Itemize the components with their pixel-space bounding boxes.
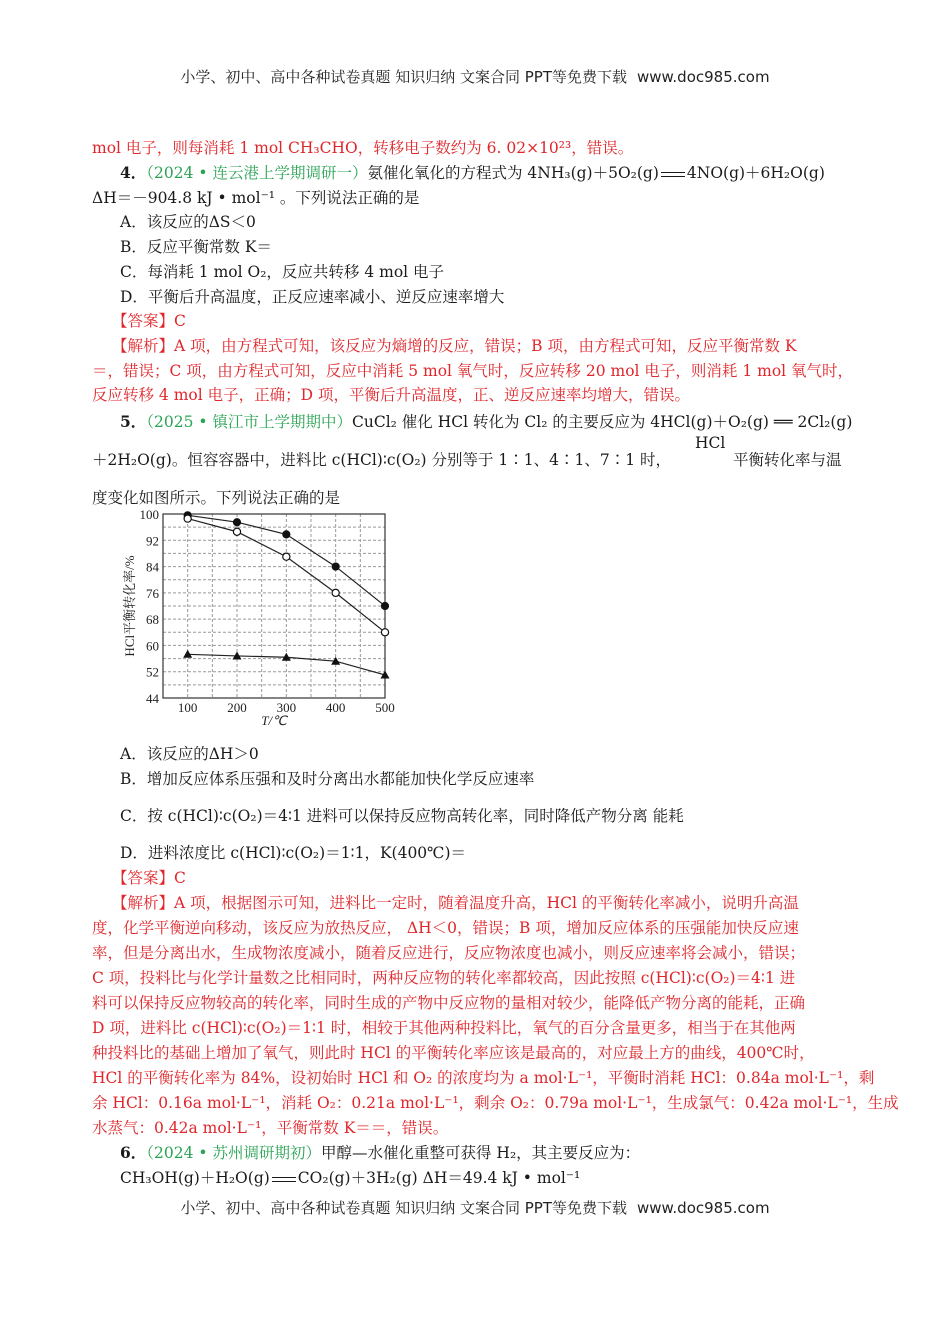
q4-stem-line-1 [120,163,890,183]
q4-analysis-line-2: ＝，错误；C 项，由方程式可知，反应中消耗 5 mol 氧气时，反应转移 20 mol 电子，则消耗 1 mol 氧气时， [92,362,854,380]
q4-stem-post: 4NO(g)＋6H₂O(g) [686,164,825,182]
q4-option-c: C．每消耗 1 mol O₂，反应共转移 4 mol 电子 [120,263,445,281]
q5-stem-text: CuCl₂ 催化 HCl 转化为 Cl₂ 的主要反应为 4HCl(g)＋O₂(g) ══ 2Cl₂(g) [352,413,853,431]
x-tick-label: 100 [177,700,198,715]
q5-option-d: D．进料浓度比 c(HCl)∶c(O₂)＝1∶1，K(400℃)＝ [120,844,467,862]
open-circle-marker-icon [381,629,388,636]
q5-analysis-line-4: C 项，投料比与化学计量数之比相同时，两种反应物的转化率都较高，因此按照 c(HCl)∶c(O₂)＝4∶1 进 [92,969,796,987]
footer-url[interactable]: www.doc985.com [636,1199,770,1217]
x-tick-label: 200 [227,700,247,715]
y-tick-label: 76 [146,585,159,601]
q5-number: 5． [120,412,147,431]
q4-stem-line-2: ΔH＝－904.8 kJ • mol⁻¹ 。下列说法正确的是 [92,189,420,207]
q4-source: （2024 • 连云港上学期调研一） [146,164,368,182]
y-axis-label: HCl平衡转化率/% [122,555,137,657]
q5-analysis-line-6: D 项，进料比 c(HCl)∶c(O₂)＝1∶1 时，相较于其他两种投料比，氧气的百分含量更多，相当于在其他两 [92,1019,796,1037]
q4-answer: 【答案】C [112,312,186,330]
q5-stem-2-text: ＋2H₂O(g)。恒容容器中，进料比 c(HCl)∶c(O₂) 分别等于 1∶1、4∶1、7∶1 时， [92,451,672,469]
chart-svg [118,500,418,730]
triangle-marker-icon [183,650,192,658]
x-tick-label: 300 [276,700,297,715]
page-header [0,66,950,87]
q4-analysis-line-3: 反应转移 4 mol 电子，正确；D 项，平衡后升高温度，正、逆反应速率均增大，错误。 [92,386,690,404]
open-circle-marker-icon [184,515,191,522]
q6-eq-pre: CH₃OH(g)＋H₂O(g) [120,1169,270,1187]
filled-circle-marker-icon [332,563,339,570]
open-circle-marker-icon [332,589,339,596]
q4-option-d: D．平衡后升高温度，正反应速率减小、逆反应速率增大 [120,288,505,306]
q6-equation [120,1168,890,1188]
q5-answer: 【答案】C [112,869,186,887]
q5-analysis-line-2: 度，化学平衡逆向移动，该反应为放热反应， ΔH＜0，错误；B 项，增加反应体系的压强能加快反应速 [92,919,799,937]
y-tick-label: 100 [139,507,159,522]
q5-stem-line-2 [92,450,862,470]
q5-option-a: A．该反应的ΔH＞0 [120,745,259,763]
q5-analysis-line-5: 料可以保持反应物较高的转化率，同时生成的产物中反应物的量相对较少，能降低产物分离的能耗，正确 [92,994,806,1012]
q6-stem-text: 甲醇—水催化重整可获得 H₂，其主要反应为： [321,1144,641,1162]
x-tick-label: 500 [375,700,395,715]
q5-option-c: C．按 c(HCl)∶c(O₂)＝4∶1 进料可以保持反应物高转化率，同时降低产物分离 能耗 [120,807,684,825]
carryover-analysis-line: mol 电子，则每消耗 1 mol CH₃CHO，转移电子数约为 6. 02×10²³，错误。 [92,139,634,157]
q5-analysis-line-9: 余 HCl：0.16a mol·L⁻¹，消耗 O₂：0.21a mol·L⁻¹，剩余 O₂：0.79a mol·L⁻¹，生成氯气：0.42a mol·L⁻¹，生成 [92,1094,899,1112]
q6-source: （2024 • 苏州调研期初） [146,1144,321,1162]
q5-analysis-line-10: 水蒸气：0.42a mol·L⁻¹，平衡常数 K＝＝，错误。 [92,1119,449,1137]
q5-source: （2025 • 镇江市上学期期中） [146,413,352,431]
q5-analysis-line-3: 率，但是分离出水，生成物浓度减小，随着反应进行，反应物浓度也减小，则反应速率将会减小，错误； [92,944,806,962]
q4-option-b: B．反应平衡常数 K＝ [120,238,272,256]
filled-circle-marker-icon [381,602,388,609]
y-tick-label: 84 [146,559,159,575]
y-tick-label: 68 [146,612,159,628]
q5-stem-line-3: 度变化如图所示。下列说法正确的是 [92,489,341,507]
equilibrium-arrow-icon [272,1175,296,1183]
filled-circle-marker-icon [233,519,240,526]
q4-option-a: A．该反应的ΔS＜0 [120,213,256,231]
q4-stem-pre: 氨催化氧化的方程式为 4NH₃(g)＋5O₂(g) [367,164,659,182]
filled-circle-marker-icon [283,531,290,538]
q5-analysis-line-8: HCl 的平衡转化率为 84%，设初始时 HCl 和 O₂ 的浓度均为 a mol·L⁻¹，平衡时消耗 HCl：0.84a mol·L⁻¹，剩 [92,1069,875,1087]
q5-option-b: B．增加反应体系压强和及时分离出水都能加快化学反应速率 [120,770,535,788]
y-tick-label: 52 [146,664,159,680]
q6-number: 6． [120,1143,147,1162]
q6-eq-post: CO₂(g)＋3H₂(g) ΔH＝49.4 kJ • mol⁻¹ [297,1169,581,1187]
q5-analysis-line-1: 【解析】A 项，根据图示可知，进料比一定时，随着温度升高，HCl 的平衡转化率减小，说明升高温 [112,894,799,912]
equilibrium-arrow-icon [661,170,685,178]
q5-hcl-floating-label: HCl [695,434,726,452]
y-tick-label: 92 [146,533,159,549]
open-circle-marker-icon [233,528,240,535]
x-axis-label: T/℃ [261,713,287,728]
open-circle-marker-icon [283,553,290,560]
footer-text: 小学、初中、高中各种试卷真题 知识归纳 文案合同 PPT等免费下载 [180,1199,627,1217]
q4-number: 4． [120,163,147,182]
header-text: 小学、初中、高中各种试卷真题 知识归纳 文案合同 PPT等免费下载 [180,68,627,86]
q6-stem-line-1 [120,1143,890,1163]
q5-stem-2-tail: 平衡转化率与温 [733,451,842,469]
y-tick-label: 44 [146,691,159,706]
y-tick-label: 60 [146,638,159,654]
x-tick-label: 400 [325,700,346,715]
header-url[interactable]: www.doc985.com [636,68,770,86]
q4-analysis-line-1: 【解析】A 项，由方程式可知，该反应为熵增的反应，错误；B 项，由方程式可知，反应平衡常数 K [112,337,797,355]
q5-analysis-line-7: 种投料比的基础上增加了氧气，则此时 HCl 的平衡转化率应该是最高的，对应最上方的曲线，400℃时， [92,1044,815,1062]
hcl-conversion-chart [118,500,418,730]
page-footer [0,1197,950,1218]
q5-stem-line-1 [120,412,890,432]
